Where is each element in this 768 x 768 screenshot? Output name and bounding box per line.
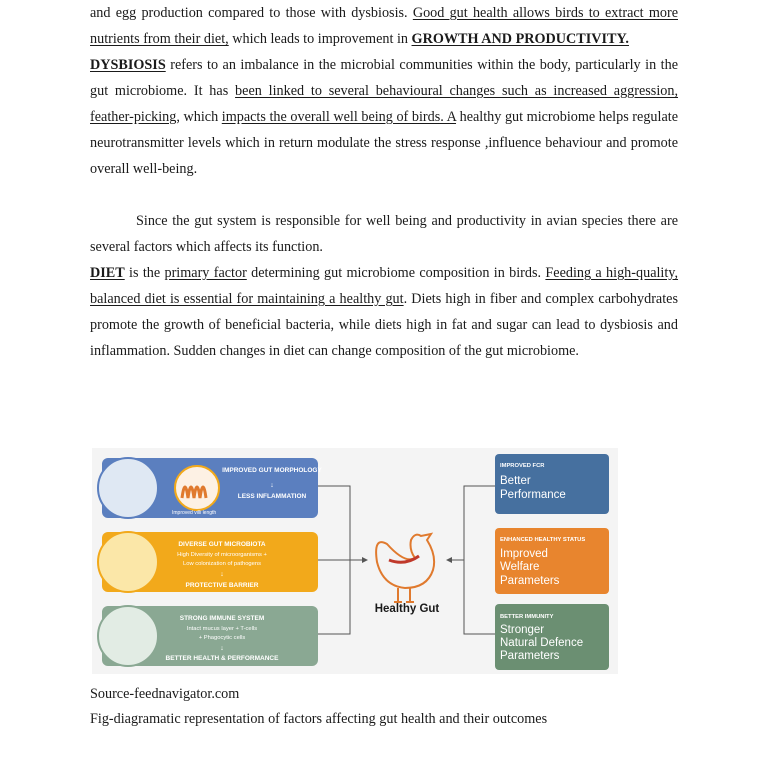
text: , which <box>176 109 219 125</box>
factor-title: DIVERSE GUT MICROBIOTA <box>178 541 266 548</box>
outcome-small-label: BETTER IMMUNITY <box>500 614 554 620</box>
outcome-line: Natural Defence <box>500 637 584 649</box>
arrow-glyph: ↓ <box>220 571 224 578</box>
arrow-glyph: ↓ <box>220 645 224 652</box>
factor-title: IMPROVED GUT MORPHOLOGY <box>222 467 322 474</box>
factor-body: High Diversity of microorganisms + <box>177 552 267 558</box>
term-dysbiosis: DYSBIOSIS <box>90 57 166 73</box>
document-body <box>90 0 678 364</box>
center-label: Healthy Gut <box>374 603 440 615</box>
outcome-line: Improved <box>500 548 548 560</box>
text: determining gut microbiome composition in birds. <box>251 265 542 281</box>
outcome-line: Stronger <box>500 624 545 636</box>
factor-result: PROTECTIVE BARRIER <box>185 582 259 589</box>
term-diet: DIET <box>90 265 125 281</box>
factor-result: LESS INFLAMMATION <box>237 493 307 500</box>
arrow-head-right <box>446 557 452 563</box>
factor-body: Low colonization of pathogens <box>183 561 261 567</box>
outcome-line: Welfare <box>500 561 540 573</box>
outcome-immunity <box>495 604 609 670</box>
outcome-line: Parameters <box>500 575 560 587</box>
underlined-text: impacts the overall well being of birds. A <box>221 109 457 125</box>
factor-body: + Phagocytic cells <box>198 635 246 641</box>
text: and egg production compared to those with dysbiosis. <box>90 5 408 21</box>
arrow-head-left <box>362 557 368 563</box>
text: healthy gut microbiome helps regulate neurotransmitter levels which in return modulate the stress response ,influence behaviour and promote overall well-being. <box>90 109 678 177</box>
text: . Diets high in fiber and complex carbohydrates promote the growth of beneficial bacteria, while diets high in fat and sugar can lead to dysbiosis and inflammation. Sudden changes in diet can change composition of the gut microbiome. <box>90 291 678 359</box>
villi-note: Improved villi length <box>172 510 217 516</box>
paragraph-factors-intro: Since the gut system is responsible for well being and productivity in avian species there are several factors which affects its function. <box>90 213 678 255</box>
diagram-canvas <box>92 448 618 674</box>
underlined-text: primary factor <box>164 265 247 281</box>
factor-result: BETTER HEALTH & PERFORMANCE <box>165 655 279 662</box>
outcome-line: Better <box>500 475 531 487</box>
paragraph-dysbiosis <box>90 52 678 182</box>
factor-title: STRONG IMMUNE SYSTEM <box>179 615 265 622</box>
outcome-small-label: IMPROVED FCR <box>500 463 545 469</box>
outcome-performance <box>495 454 609 514</box>
factor-gut-morphology <box>98 458 322 518</box>
bold-underlined-text: GROWTH AND PRODUCTIVITY. <box>411 31 629 47</box>
outcome-welfare <box>495 528 609 594</box>
paragraph-growth <box>90 0 678 52</box>
text: is the <box>129 265 161 281</box>
underlined-text: Feeding a high-quality, balanced diet is essential for maintaining a healthy gut <box>90 265 679 307</box>
arrow-glyph: ↓ <box>270 482 274 489</box>
figure-source: Source-feednavigator.com <box>90 686 240 702</box>
factor-diverse-microbiota <box>98 532 318 592</box>
factor-body: Intact mucus layer + T-cells <box>186 626 258 632</box>
paragraph-diet <box>90 260 678 364</box>
figure-caption: Fig-diagramatic representation of factors affecting gut health and their outcomes <box>90 711 548 727</box>
text: refers to an imbalance in the microbial communities within the body, particularly in the gut microbiome. It has <box>90 57 679 99</box>
gut-health-diagram <box>92 448 618 674</box>
outcome-line: Parameters <box>500 650 560 662</box>
outcome-small-label: ENHANCED HEALTHY STATUS <box>500 537 586 543</box>
chicken-icon <box>376 534 434 602</box>
text: which leads to improvement in <box>232 31 408 47</box>
underlined-text: Good gut health allows birds to extract more nutrients from their diet, <box>90 5 678 47</box>
factor-immune-system <box>98 606 318 666</box>
outcome-line: Performance <box>500 489 566 501</box>
underlined-text: been linked to several behavioural changes such as increased aggression, feather-picking <box>90 83 679 125</box>
